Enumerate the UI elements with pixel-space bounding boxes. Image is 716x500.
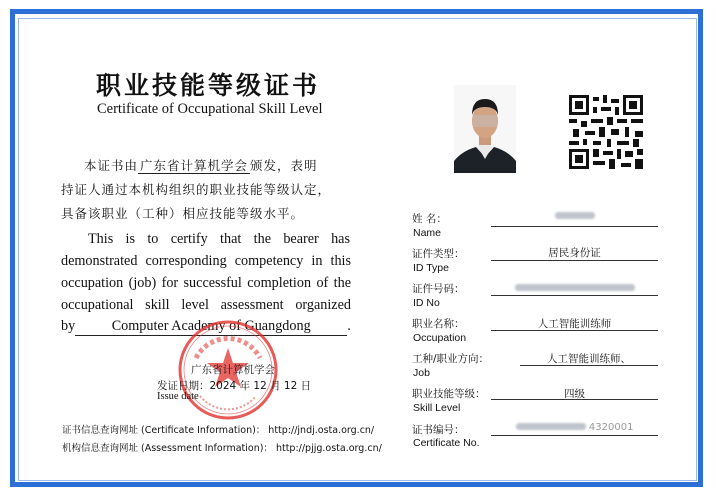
- title-chinese: 职业技能等级证书: [96, 71, 321, 100]
- qr-code-icon: [569, 95, 643, 169]
- body-en-line-3: occupation (job) for successful completion of the: [61, 275, 351, 291]
- body-en-line-1: This is to certify that the bearer has: [88, 231, 350, 247]
- name-line: [491, 226, 658, 227]
- name-value: [491, 210, 658, 222]
- body-en-line-2: demonstrated corresponding competency in this: [61, 253, 351, 269]
- occupation-label-en: Occupation: [413, 332, 467, 344]
- body-en-line-4: occupational skill level assessment organized: [61, 297, 351, 313]
- job-label-cn: 工种/职业方向：: [412, 353, 490, 365]
- id-type-line: [491, 260, 658, 261]
- id-no-line: [491, 295, 658, 296]
- skill-level-label-cn: 职业技能等级：: [412, 388, 486, 400]
- portrait-photo-icon: [454, 85, 516, 173]
- certificate-no-label-en: Certificate No.: [413, 437, 480, 449]
- certificate-no-value: 4320001: [491, 421, 658, 433]
- title-english: Certificate of Occupational Skill Level: [97, 101, 323, 117]
- occupation-value: 人工智能训练师: [537, 318, 612, 330]
- job-value: 人工智能训练师、: [547, 353, 631, 365]
- body-cn-line-1: 本证书由 广东省计算机学会 颁发，表明: [84, 158, 318, 173]
- issue-date-en: Issue date: [157, 391, 199, 402]
- id-type-label-en: ID Type: [413, 262, 449, 274]
- id-no-label-cn: 证件号码：: [412, 283, 465, 295]
- name-label-cn: 姓 名：: [412, 213, 447, 225]
- issuing-org-en: Computer Academy of Guangdong: [75, 318, 347, 336]
- occupation-label-cn: 职业名称：: [412, 318, 465, 330]
- id-type-value: 居民身份证: [548, 247, 601, 259]
- certificate-info-url: 证书信息查询网址 (Certificate Information)： http://jndj.osta.org.cn/: [62, 425, 375, 436]
- job-label-en: Job: [413, 367, 430, 379]
- assessment-info-url: 机构信息查询网址 (Assessment Information)： http://pjjg.osta.org.cn/: [62, 443, 382, 454]
- certificate-no-label-cn: 证书编号：: [412, 424, 465, 436]
- id-type-label-cn: 证件类型：: [412, 248, 465, 260]
- body-cn-line-2: 持证人通过本机构组织的职业技能等级认定，: [61, 182, 332, 197]
- skill-level-value: 四级: [564, 388, 585, 400]
- id-no-value: [491, 282, 658, 294]
- issue-date-cn: 发证日期：2024 年 12 月 12 日: [157, 380, 312, 392]
- body-en-line-5: by Computer Academy of Guangdong .: [61, 318, 351, 334]
- name-label-en: Name: [413, 227, 442, 239]
- issuing-org-cn: 广东省计算机学会: [140, 158, 249, 173]
- body-cn-line-3: 具备该职业（工种）相应技能等级水平。: [61, 206, 305, 221]
- issuer-name: 广东省计算机学会: [191, 364, 275, 376]
- certificate-no-line: [491, 435, 658, 436]
- skill-level-label-en: Skill Level: [413, 402, 461, 414]
- id-no-label-en: ID No: [413, 297, 440, 309]
